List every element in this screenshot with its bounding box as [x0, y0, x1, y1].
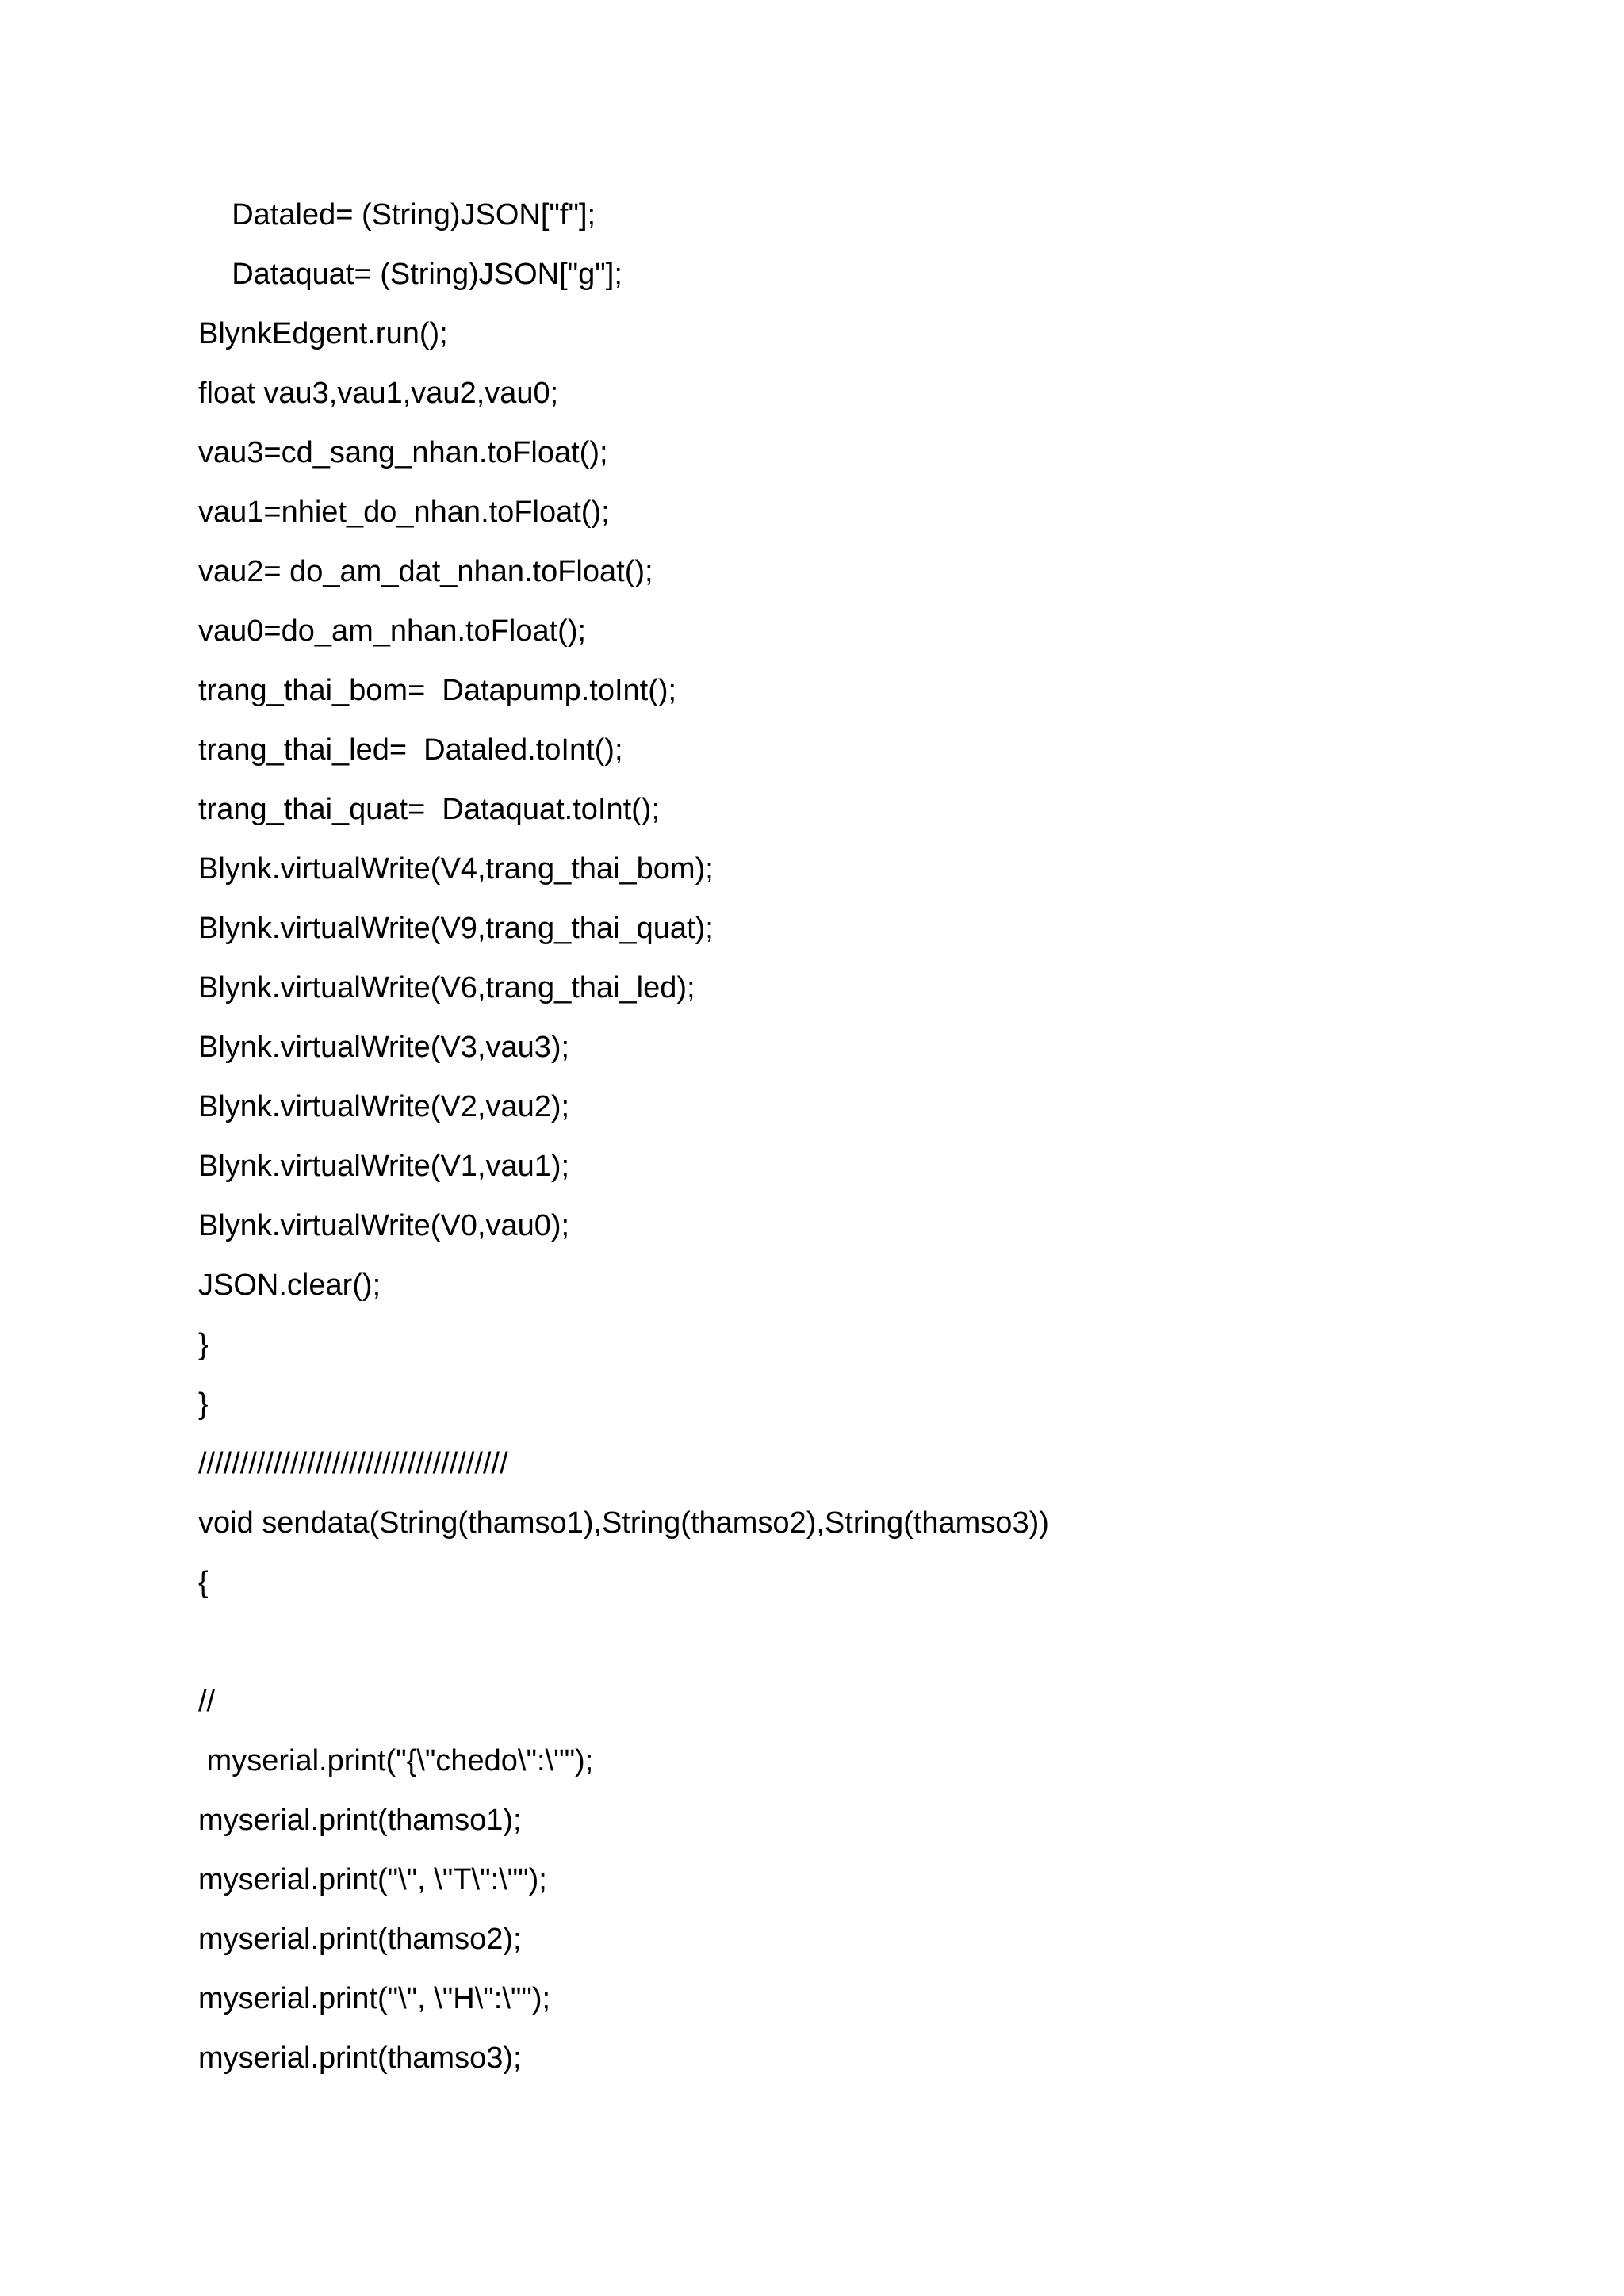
code-line: void sendata(String(thamso1),String(thamso2),String(thamso3))	[198, 1506, 1049, 1540]
code-line: BlynkEdgent.run();	[198, 317, 448, 350]
code-line: }	[198, 1328, 209, 1361]
code-line: }	[198, 1387, 209, 1421]
code-line: Dataled= (String)JSON["f"];	[198, 198, 596, 232]
code-line: myserial.print("{\"chedo\":\"");	[198, 1744, 594, 1777]
code-line: //	[198, 1685, 216, 1718]
code-line: Blynk.virtualWrite(V0,vau0);	[198, 1209, 570, 1242]
code-line: myserial.print(thamso2);	[198, 1923, 522, 1956]
code-line: JSON.clear();	[198, 1269, 381, 1302]
code-line: vau0=do_am_nhan.toFloat();	[198, 614, 587, 648]
code-line: vau1=nhiet_do_nhan.toFloat();	[198, 496, 610, 529]
code-line: Blynk.virtualWrite(V1,vau1);	[198, 1150, 570, 1183]
code-line: float vau3,vau1,vau2,vau0;	[198, 377, 559, 410]
code-line: vau2= do_am_dat_nhan.toFloat();	[198, 555, 653, 588]
code-line: Blynk.virtualWrite(V9,trang_thai_quat);	[198, 912, 714, 945]
code-line: Blynk.virtualWrite(V6,trang_thai_led);	[198, 971, 695, 1004]
code-line: vau3=cd_sang_nhan.toFloat();	[198, 436, 608, 469]
code-line: myserial.print("\", \"H\":\"");	[198, 1982, 551, 2015]
code-line: Blynk.virtualWrite(V2,vau2);	[198, 1090, 570, 1123]
code-line: myserial.print(thamso3);	[198, 2042, 522, 2075]
code-line: trang_thai_bom= Datapump.toInt();	[198, 674, 677, 707]
code-line: {	[198, 1566, 209, 1599]
code-line: trang_thai_quat= Dataquat.toInt();	[198, 793, 661, 826]
code-line: trang_thai_led= Dataled.toInt();	[198, 733, 623, 767]
code-line: Dataquat= (String)JSON["g"];	[198, 258, 622, 291]
code-line: /////////////////////////////////////	[198, 1447, 508, 1480]
code-line: myserial.print(thamso1);	[198, 1804, 522, 1837]
code-line: Blynk.virtualWrite(V3,vau3);	[198, 1031, 570, 1064]
code-line: myserial.print("\", \"T\":\"");	[198, 1863, 547, 1896]
code-line: Blynk.virtualWrite(V4,trang_thai_bom);	[198, 852, 714, 886]
